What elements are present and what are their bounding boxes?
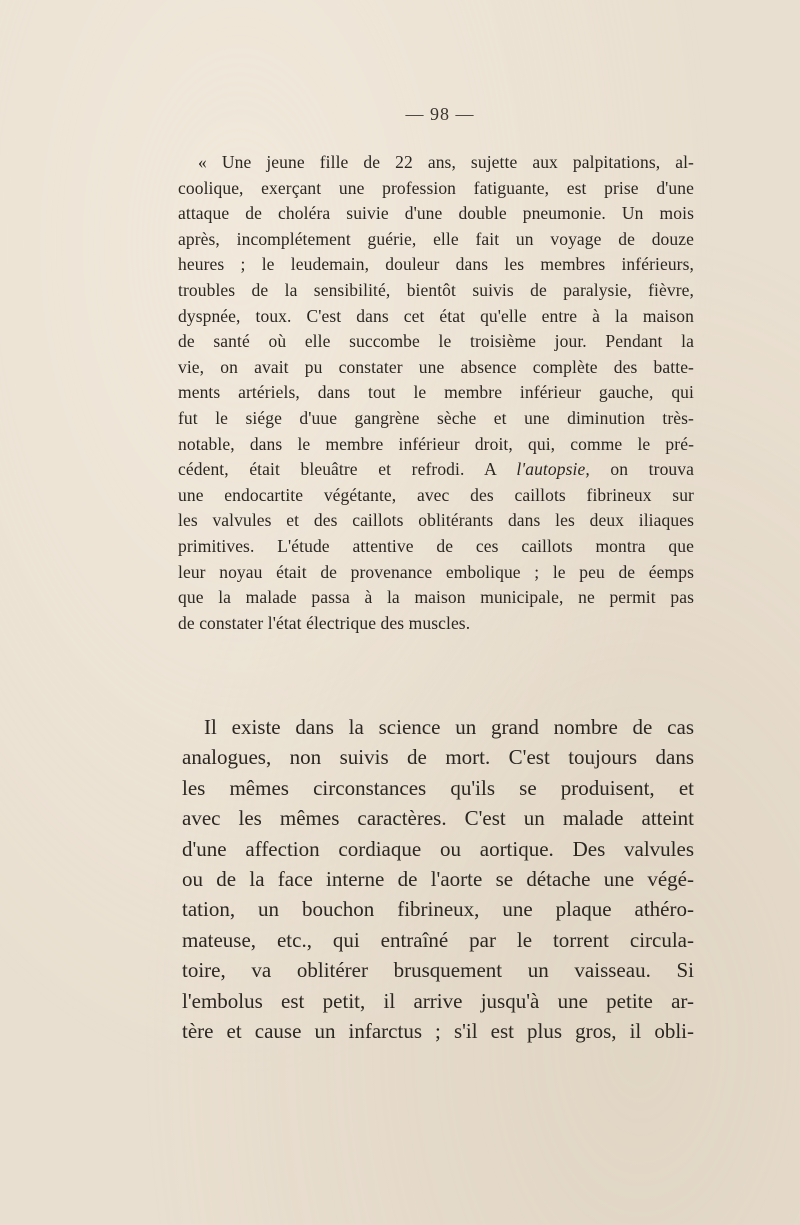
quote-line: attaque de choléra suivie d'une double pneumonie. Un mois — [178, 203, 694, 224]
quote-line-start: cédent, était bleuâtre et refrodi. A — [178, 459, 517, 480]
quote-line: primitives. L'étude attentive de ces caillots montra que — [178, 535, 694, 556]
body-line: Il existe dans la science un grand nombre de cas — [204, 715, 694, 739]
quote-line: fut le siége d'uue gangrène sèche et une diminution très- — [178, 407, 694, 428]
quote-line: ments artériels, dans tout le membre inférieur gauche, qui — [178, 382, 694, 403]
body-line: avec les mêmes caractères. C'est un malade atteint — [182, 806, 694, 831]
body-line: tation, un bouchon fibrineux, une plaque athéro- — [182, 897, 694, 922]
quote-line: dyspnée, toux. C'est dans cet état qu'elle entre à la maison — [178, 305, 694, 326]
quote-line: les valvules et des caillots oblitérants dans les deux iliaques — [178, 510, 694, 531]
quote-line-with-italic — [178, 457, 694, 483]
body-paragraph — [182, 712, 694, 1046]
body-line: les mêmes circonstances qu'ils se produisent, et — [182, 775, 694, 800]
body-line: tère et cause un infarctus ; s'il est plus gros, il obli- — [182, 1018, 694, 1043]
quote-line: après, incomplétement guérie, elle fait un voyage de douze — [178, 228, 694, 249]
quote-line: vie, on avait pu constater une absence complète des batte- — [178, 356, 694, 377]
body-line: toire, va oblitérer brusquement un vaisseau. Si — [182, 958, 694, 983]
quote-line: que la malade passa à la maison municipale, ne permit pas — [178, 587, 694, 608]
quoted-case-paragraph — [178, 150, 694, 636]
quote-line: troubles de la sensibilité, bientôt suivis de paralysie, fièvre, — [178, 279, 694, 300]
quote-line: coolique, exerçant une profession fatiguante, est prise d'une — [178, 177, 694, 198]
quote-line: « Une jeune fille de 22 ans, sujette aux palpitations, al- — [198, 152, 694, 172]
quote-line: heures ; le leudemain, douleur dans les membres inférieurs, — [178, 254, 694, 275]
body-line: d'une affection cordiaque ou aortique. Des valvules — [182, 836, 694, 861]
quote-line: leur noyau était de provenance embolique ; le peu de éemps — [178, 561, 694, 582]
page-number: — 98 — — [405, 104, 475, 124]
body-line: ou de la face interne de l'aorte se détache une végé- — [182, 866, 694, 891]
quote-line: de santé où elle succombe le troisième jour. Pendant la — [178, 331, 694, 352]
quote-line: notable, dans le membre inférieur droit, qui, comme le pré- — [178, 433, 694, 454]
quote-line-end: on trouva — [589, 459, 694, 480]
body-line: analogues, non suivis de mort. C'est toujours dans — [182, 745, 694, 770]
italic-word: l'autopsie, — [516, 459, 590, 480]
body-line: l'embolus est petit, il arrive jusqu'à une petite ar- — [182, 988, 694, 1013]
quote-line: de constater l'état électrique des muscles. — [178, 612, 471, 633]
quote-line: une endocartite végétante, avec des caillots fibrineux sur — [178, 484, 694, 505]
body-line: mateuse, etc., qui entraîné par le torrent circula- — [182, 927, 694, 952]
